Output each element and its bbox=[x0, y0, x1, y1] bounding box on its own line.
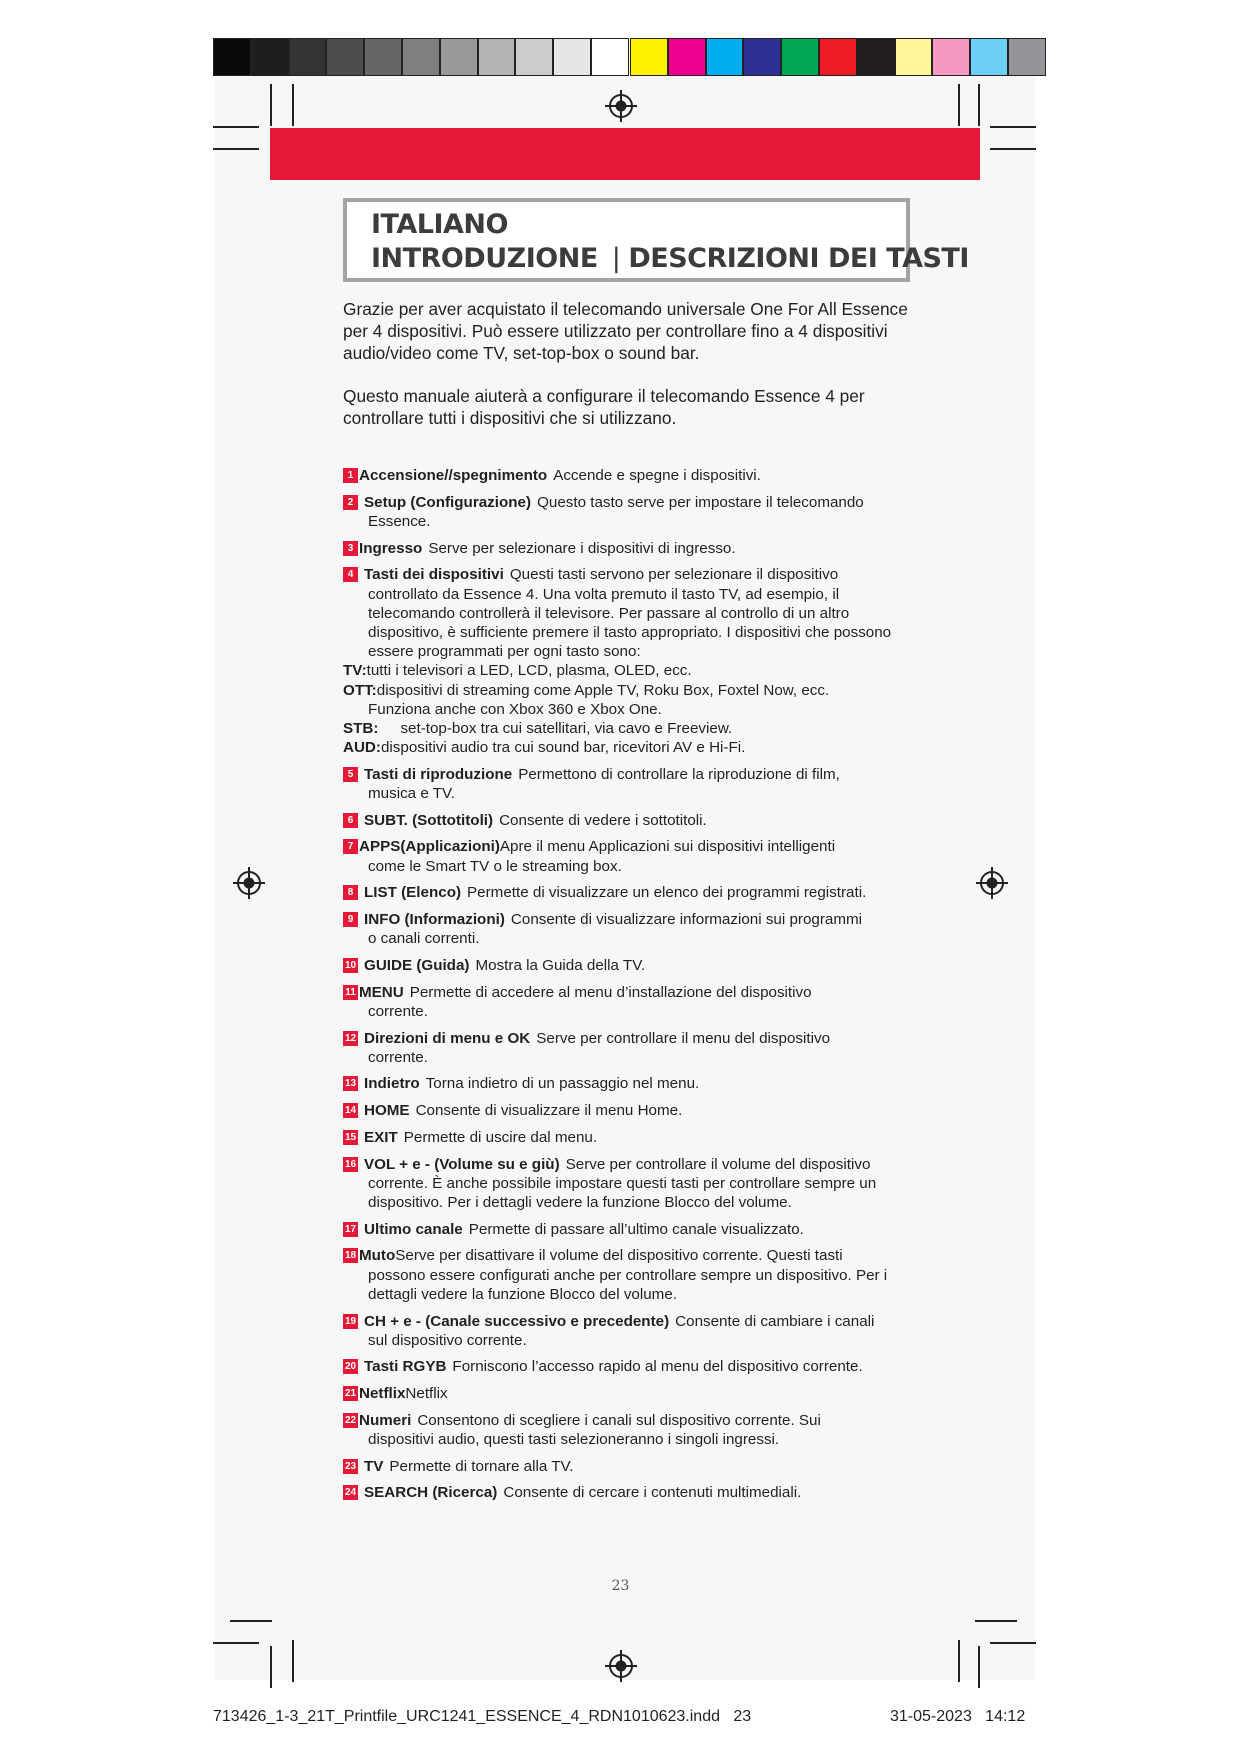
item-number-badge: 23 bbox=[344, 1460, 357, 1472]
item-description: Consentono di scegliere i canali sul dispositivo corrente. Sui bbox=[417, 1411, 821, 1429]
item-description: Consente di vedere i sottotitoli. bbox=[499, 811, 707, 829]
red-header-band bbox=[270, 128, 980, 180]
item-number-badge: 24 bbox=[344, 1487, 357, 1499]
color-swatch bbox=[970, 38, 1008, 76]
list-item bbox=[343, 1483, 913, 1502]
item-label: Numeri bbox=[359, 1411, 412, 1429]
crop-mark bbox=[990, 148, 1036, 150]
list-item bbox=[343, 1384, 913, 1403]
device-type-key: AUD: bbox=[343, 739, 381, 757]
device-type-description: dispositivi audio tra cui sound bar, ricevitori AV e Hi-Fi. bbox=[380, 739, 746, 757]
item-description: Serve per controllare il volume del dispositivo bbox=[565, 1155, 871, 1173]
color-swatch bbox=[857, 38, 895, 76]
grayscale-swatch bbox=[440, 38, 478, 76]
item-description: Netflix bbox=[405, 1385, 448, 1403]
item-number-badge: 2 bbox=[343, 495, 358, 510]
list-item bbox=[343, 1312, 913, 1350]
crop-mark bbox=[978, 84, 980, 126]
item-description: Forniscono l’accesso rapido al menu del dispositivo corrente. bbox=[452, 1358, 863, 1376]
crop-mark bbox=[213, 148, 259, 150]
item-description: Permette di passare all’ultimo canale visualizzato. bbox=[468, 1220, 804, 1238]
color-swatch bbox=[819, 38, 857, 76]
item-number-badge: 22 bbox=[344, 1414, 357, 1426]
grayscale-swatch bbox=[251, 38, 289, 76]
registration-mark-icon bbox=[975, 866, 1009, 900]
item-number-badge: 9 bbox=[343, 912, 358, 927]
crop-mark bbox=[213, 1642, 259, 1644]
item-description: Questi tasti servono per selezionare il dispositivo bbox=[509, 566, 839, 584]
color-swatch bbox=[668, 38, 706, 76]
device-type-key: OTT: bbox=[343, 681, 377, 699]
list-item bbox=[343, 1411, 913, 1449]
intro-paragraph-2: Questo manuale aiuterà a configurare il telecomando Essence 4 per controllare tutti i dispositivi che si utilizzano. bbox=[343, 386, 865, 428]
item-label: GUIDE (Guida) bbox=[364, 956, 470, 974]
list-item bbox=[343, 956, 913, 975]
item-description: Torna indietro di un passaggio nel menu. bbox=[425, 1075, 700, 1093]
item-number-badge: 4 bbox=[343, 567, 358, 582]
item-number-badge: 21 bbox=[344, 1388, 357, 1400]
section-title-introduction: INTRODUZIONE bbox=[371, 243, 598, 274]
item-description-continued: musica e TV. bbox=[368, 785, 455, 803]
color-swatch bbox=[895, 38, 933, 76]
item-number-badge: 16 bbox=[344, 1158, 357, 1170]
item-number-badge: 14 bbox=[344, 1105, 357, 1117]
device-type-entry bbox=[343, 719, 913, 738]
crop-mark bbox=[990, 1642, 1036, 1644]
item-description: Serve per selezionare i dispositivi di ingresso. bbox=[428, 539, 736, 557]
grayscale-swatch bbox=[515, 38, 553, 76]
item-label: Tasti RGYB bbox=[364, 1358, 447, 1376]
item-description: Serve per disattivare il volume del dispositivo corrente. Questi tasti bbox=[395, 1247, 843, 1265]
item-description-continued: Essence. bbox=[368, 512, 431, 530]
item-label: TV bbox=[364, 1457, 384, 1475]
registration-mark-icon bbox=[604, 89, 638, 123]
registration-mark-icon bbox=[604, 1649, 638, 1683]
file-info: 713426_1-3_21T_Printfile_URC1241_ESSENCE_4_RDN1010623.indd 23 bbox=[213, 1708, 752, 1725]
registration-mark-icon bbox=[232, 866, 266, 900]
list-item bbox=[343, 883, 913, 902]
device-type-description: tutti i televisori a LED, LCD, plasma, OLED, ecc. bbox=[366, 662, 692, 680]
item-description: Permette di uscire dal menu. bbox=[403, 1128, 598, 1146]
section-title bbox=[371, 242, 969, 276]
device-type-description-continued: Funziona anche con Xbox 360 e Xbox One. bbox=[368, 700, 662, 718]
list-item bbox=[343, 1029, 913, 1067]
list-item bbox=[343, 1155, 913, 1213]
list-item bbox=[343, 1101, 913, 1120]
item-number-badge: 18 bbox=[344, 1250, 357, 1262]
item-description: Consente di visualizzare informazioni sui programmi bbox=[510, 911, 863, 929]
list-item bbox=[343, 837, 913, 875]
item-description: Accende e spegne i dispositivi. bbox=[553, 467, 761, 484]
list-item bbox=[343, 565, 913, 757]
item-description: Permette di accedere al menu d’installazione del dispositivo bbox=[409, 983, 812, 1001]
item-label: INFO (Informazioni) bbox=[364, 911, 505, 929]
list-item bbox=[343, 1246, 913, 1304]
color-swatch bbox=[1008, 38, 1046, 76]
item-number-badge: 20 bbox=[344, 1361, 357, 1373]
item-description-continued: corrente. bbox=[368, 1048, 428, 1066]
list-item bbox=[343, 811, 913, 830]
item-label: Tasti di riproduzione bbox=[364, 765, 513, 783]
item-description: Mostra la Guida della TV. bbox=[475, 956, 646, 974]
grayscale-swatch bbox=[478, 38, 516, 76]
item-description: Permette di visualizzare un elenco dei programmi registrati. bbox=[467, 884, 867, 902]
crop-mark bbox=[975, 1620, 1017, 1622]
list-item bbox=[343, 493, 913, 531]
crop-mark bbox=[270, 84, 272, 126]
item-label: Direzioni di menu e OK bbox=[364, 1029, 531, 1047]
item-number-badge: 8 bbox=[343, 885, 358, 900]
crop-mark bbox=[978, 1646, 980, 1688]
section-heading-box bbox=[343, 198, 969, 282]
title-separator: | bbox=[611, 243, 621, 274]
list-item bbox=[343, 539, 913, 558]
item-label: CH + e - (Canale successivo e precedente) bbox=[364, 1312, 670, 1330]
list-item bbox=[343, 1074, 913, 1093]
item-description-continued: corrente. È anche possibile impostare questi tasti per controllare sempre un dispositivo. Per i dettagli vedere la funzione Blocco del volume. bbox=[368, 1174, 877, 1211]
grayscale-swatch bbox=[364, 38, 402, 76]
color-calibration-bar bbox=[630, 38, 1046, 76]
item-description-continued: corrente. bbox=[368, 1002, 428, 1020]
device-type-key: TV: bbox=[343, 662, 367, 680]
item-label: MENU bbox=[359, 983, 404, 1001]
section-title-key-descriptions: DESCRIZIONI DEI TASTI bbox=[628, 243, 969, 274]
item-description: Permette di tornare alla TV. bbox=[389, 1457, 574, 1475]
item-label: Setup (Configurazione) bbox=[364, 493, 532, 511]
item-description: Questo tasto serve per impostare il telecomando bbox=[537, 493, 864, 511]
crop-mark bbox=[213, 126, 259, 128]
item-description: Permettono di controllare la riproduzione di film, bbox=[518, 765, 840, 783]
device-type-entry bbox=[343, 738, 913, 757]
item-description-continued: o canali correnti. bbox=[368, 930, 480, 948]
item-description-continued: come le Smart TV o le streaming box. bbox=[368, 857, 622, 875]
item-number-badge: 3 bbox=[343, 541, 358, 556]
device-type-description: dispositivi di streaming come Apple TV, Roku Box, Foxtel Now, ecc. bbox=[376, 681, 830, 699]
item-label: Tasti dei dispositivi bbox=[364, 566, 504, 584]
key-description-list bbox=[343, 466, 913, 1510]
item-label: VOL + e - (Volume su e giù) bbox=[364, 1155, 560, 1173]
item-number-badge: 10 bbox=[344, 959, 357, 971]
intro-paragraph-1: Grazie per aver acquistato il telecomando universale One For All Essence per 4 dispositivi. Può essere utilizzato per controllare fino a 4 dispositivi audio/video come TV, set-top-box o sound bar. bbox=[343, 299, 908, 363]
item-number-badge: 17 bbox=[344, 1223, 357, 1235]
item-number-badge: 11 bbox=[343, 985, 358, 1000]
item-label: EXIT bbox=[364, 1128, 398, 1146]
color-swatch bbox=[743, 38, 781, 76]
grayscale-swatch bbox=[326, 38, 364, 76]
color-swatch bbox=[630, 38, 668, 76]
item-number-badge: 19 bbox=[344, 1315, 357, 1327]
page-number: 23 bbox=[611, 1578, 630, 1594]
crop-mark bbox=[958, 1640, 960, 1682]
print-date-time: 31-05-2023 14:12 bbox=[890, 1708, 1026, 1725]
item-label: Muto bbox=[359, 1247, 396, 1265]
item-label: HOME bbox=[364, 1102, 410, 1120]
list-item bbox=[343, 910, 913, 948]
grayscale-swatch bbox=[591, 38, 629, 76]
item-label: Ultimo canale bbox=[364, 1220, 463, 1238]
item-description-continued: dispositivi audio, questi tasti selezioneranno i singoli ingressi. bbox=[368, 1431, 780, 1449]
device-type-description: set-top-box tra cui satellitari, via cavo e Freeview. bbox=[400, 719, 733, 737]
item-label: SUBT. (Sottotitoli) bbox=[364, 811, 494, 829]
item-description: Serve per controllare il menu del dispositivo bbox=[536, 1029, 831, 1047]
list-item bbox=[343, 1357, 913, 1376]
crop-mark bbox=[990, 126, 1036, 128]
crop-mark bbox=[230, 1620, 272, 1622]
list-item bbox=[343, 1457, 913, 1476]
grayscale-calibration-bar bbox=[213, 38, 629, 76]
item-number-badge: 5 bbox=[343, 767, 358, 782]
list-item bbox=[343, 765, 913, 803]
grayscale-swatch bbox=[289, 38, 327, 76]
list-item bbox=[343, 983, 913, 1021]
color-swatch bbox=[706, 38, 744, 76]
item-description-continued: possono essere configurati anche per controllare sempre un dispositivo. Per i dettagli vedere la funzione Blocco del volume. bbox=[368, 1266, 888, 1303]
device-type-key: STB: bbox=[343, 719, 379, 737]
device-type-entry bbox=[343, 681, 913, 719]
list-item bbox=[343, 1220, 913, 1239]
color-swatch bbox=[781, 38, 819, 76]
item-label: Accensione//spegnimento bbox=[359, 467, 548, 484]
item-description: Consente di visualizzare il menu Home. bbox=[415, 1102, 683, 1120]
item-label: Indietro bbox=[364, 1075, 420, 1093]
color-swatch bbox=[932, 38, 970, 76]
item-description: Consente di cercare i contenuti multimediali. bbox=[503, 1484, 802, 1502]
item-label: APPS(Applicazioni) bbox=[359, 838, 500, 856]
crop-mark bbox=[270, 1646, 272, 1688]
item-description-continued: controllato da Essence 4. Una volta premuto il tasto TV, ad esempio, il telecomando controllerà il televisore. Per passare al controllo di un altro dispositivo, è sufficiente premere il tasto appropriato. I dispositivi che possono essere programmati per ogni tasto sono: bbox=[368, 585, 892, 661]
item-number-badge: 12 bbox=[344, 1032, 357, 1044]
item-label: Netflix bbox=[359, 1385, 406, 1403]
list-item bbox=[343, 466, 913, 485]
grayscale-swatch bbox=[553, 38, 591, 76]
item-number-badge: 13 bbox=[344, 1078, 357, 1090]
item-description: Consente di cambiare i canali bbox=[675, 1312, 875, 1330]
list-item bbox=[343, 1128, 913, 1147]
grayscale-swatch bbox=[402, 38, 440, 76]
item-number-badge: 7 bbox=[343, 839, 358, 854]
item-label: SEARCH (Ricerca) bbox=[364, 1484, 498, 1502]
item-description-continued: sul dispositivo corrente. bbox=[368, 1331, 527, 1349]
item-number-badge: 1 bbox=[343, 468, 358, 483]
crop-mark bbox=[958, 84, 960, 126]
device-type-entry bbox=[343, 661, 913, 680]
item-label: LIST (Elenco) bbox=[364, 884, 462, 902]
crop-mark bbox=[292, 84, 294, 126]
item-label: Ingresso bbox=[359, 539, 423, 557]
grayscale-swatch bbox=[213, 38, 251, 76]
item-number-badge: 15 bbox=[344, 1131, 357, 1143]
item-number-badge: 6 bbox=[343, 813, 358, 828]
crop-mark bbox=[292, 1640, 294, 1682]
language-title: ITALIANO bbox=[371, 209, 508, 240]
item-description: Apre il menu Applicazioni sui dispositivi intelligenti bbox=[499, 838, 836, 856]
